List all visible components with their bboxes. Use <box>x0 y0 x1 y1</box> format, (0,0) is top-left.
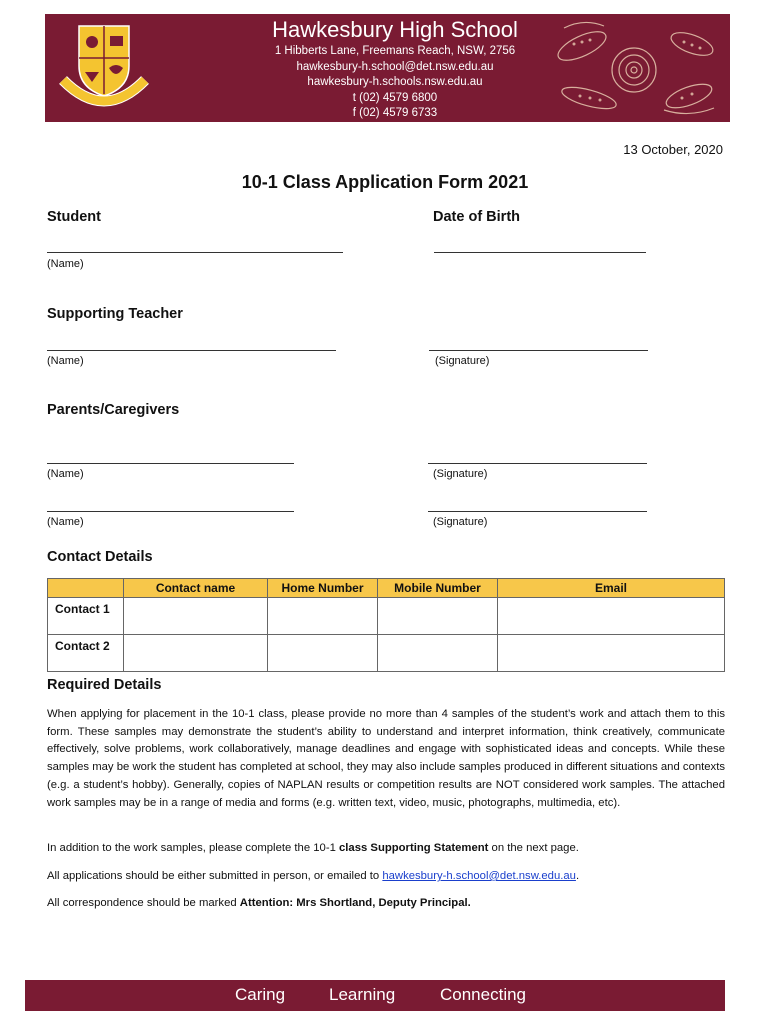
parent2-signature-caption: (Signature) <box>433 516 488 528</box>
footer-banner <box>25 980 725 1011</box>
footer-word-connecting: Connecting <box>440 985 527 1004</box>
parent1-name-field[interactable] <box>47 463 294 464</box>
teacher-name-field[interactable] <box>47 350 336 351</box>
school-fax: f (02) 4579 6733 <box>352 107 438 119</box>
supporting-statement-line <box>47 840 725 858</box>
student-label: Student <box>47 209 101 225</box>
required-paragraph: When applying for placement in the 10-1 class, please provide no more than 4 samples of the student’s work and attach them to this form. These samples may demonstrate the student’s ability to understand and interpret information, think creatively, communicate effectively, solve problems, work collaboratively, manage deadlines and engage with sophisticated ideas and concepts. While these samples may be work the student has completed at school, they may also include samples produced in different situations and contexts (e.g. a student’s hobby). Generally, copies of NAPLAN results or competition results are NOT considered work samples. The attached work samples may be in a range of media and forms (e.g. written text, video, music, photographs, multimedia, etc). <box>47 708 725 809</box>
table-row <box>48 598 725 635</box>
aboriginal-art-decoration <box>544 18 724 118</box>
form-title: 10-1 Class Application Form 2021 <box>241 172 529 192</box>
parents-label: Parents/Caregivers <box>47 402 180 418</box>
contact1-home-cell[interactable] <box>268 598 378 635</box>
line4-text: All correspondence should be marked <box>47 897 240 909</box>
teacher-signature-caption: (Signature) <box>435 355 490 367</box>
dob-field[interactable] <box>434 252 646 253</box>
contact1-mobile-cell[interactable] <box>378 598 498 635</box>
submission-line <box>47 868 725 886</box>
contact2-label: Contact 2 <box>48 635 124 672</box>
line2-bold: class Supporting Statement <box>339 842 489 854</box>
teacher-name-caption: (Name) <box>47 355 84 367</box>
school-phone: t (02) 4579 6800 <box>352 91 438 104</box>
correspondence-line <box>47 895 725 913</box>
school-banner <box>45 14 730 122</box>
mobile-number-header: Mobile Number <box>378 579 498 598</box>
contact2-home-cell[interactable] <box>268 635 378 672</box>
contact1-email-cell[interactable] <box>498 598 725 635</box>
parent1-signature-field[interactable] <box>428 463 647 464</box>
document-date: 13 October, 2020 <box>623 142 723 157</box>
table-row <box>48 635 725 672</box>
school-address: 1 Hibberts Lane, Freemans Reach, NSW, 2756 <box>274 45 516 57</box>
contact2-name-cell[interactable] <box>124 635 268 672</box>
email-header: Email <box>498 579 725 598</box>
parent1-name-caption: (Name) <box>47 468 84 480</box>
contact-table <box>47 578 725 672</box>
school-name: Hawkesbury High School <box>272 17 518 42</box>
student-name-field[interactable] <box>47 252 343 253</box>
school-email: hawkesbury-h.school@det.nsw.edu.au <box>296 60 494 73</box>
school-website: hawkesbury-h.schools.nsw.edu.au <box>307 76 483 88</box>
line3-text: All applications should be either submitted in person, or emailed to <box>47 870 383 882</box>
student-name-caption: (Name) <box>47 258 84 270</box>
line4-bold: Attention: Mrs Shortland, Deputy Principal. <box>239 897 471 909</box>
contact1-name-cell[interactable] <box>124 598 268 635</box>
contact-label: Contact Details <box>47 549 153 565</box>
school-crest-logo <box>59 22 149 114</box>
footer-word-learning: Learning <box>329 985 396 1004</box>
line2-text: In addition to the work samples, please complete the 10-1 <box>47 842 340 854</box>
teacher-signature-field[interactable] <box>429 350 648 351</box>
line3-end: . <box>575 870 580 882</box>
required-label: Required Details <box>47 677 162 693</box>
teacher-label: Supporting Teacher <box>47 306 183 322</box>
line2-end: on the next page. <box>488 842 579 854</box>
footer-word-caring: Caring <box>235 985 286 1004</box>
contact-name-header: Contact name <box>124 579 268 598</box>
contact2-email-cell[interactable] <box>498 635 725 672</box>
email-link[interactable]: hawkesbury-h.school@det.nsw.edu.au <box>382 870 576 882</box>
contact2-mobile-cell[interactable] <box>378 635 498 672</box>
dob-label: Date of Birth <box>433 209 520 225</box>
home-number-header: Home Number <box>268 579 378 598</box>
blank-header-cell <box>48 579 124 598</box>
parent2-signature-field[interactable] <box>428 511 647 512</box>
contact-header-row <box>48 579 725 598</box>
contact1-label: Contact 1 <box>48 598 124 635</box>
parent2-name-caption: (Name) <box>47 516 84 528</box>
parent1-signature-caption: (Signature) <box>433 468 488 480</box>
parent2-name-field[interactable] <box>47 511 294 512</box>
